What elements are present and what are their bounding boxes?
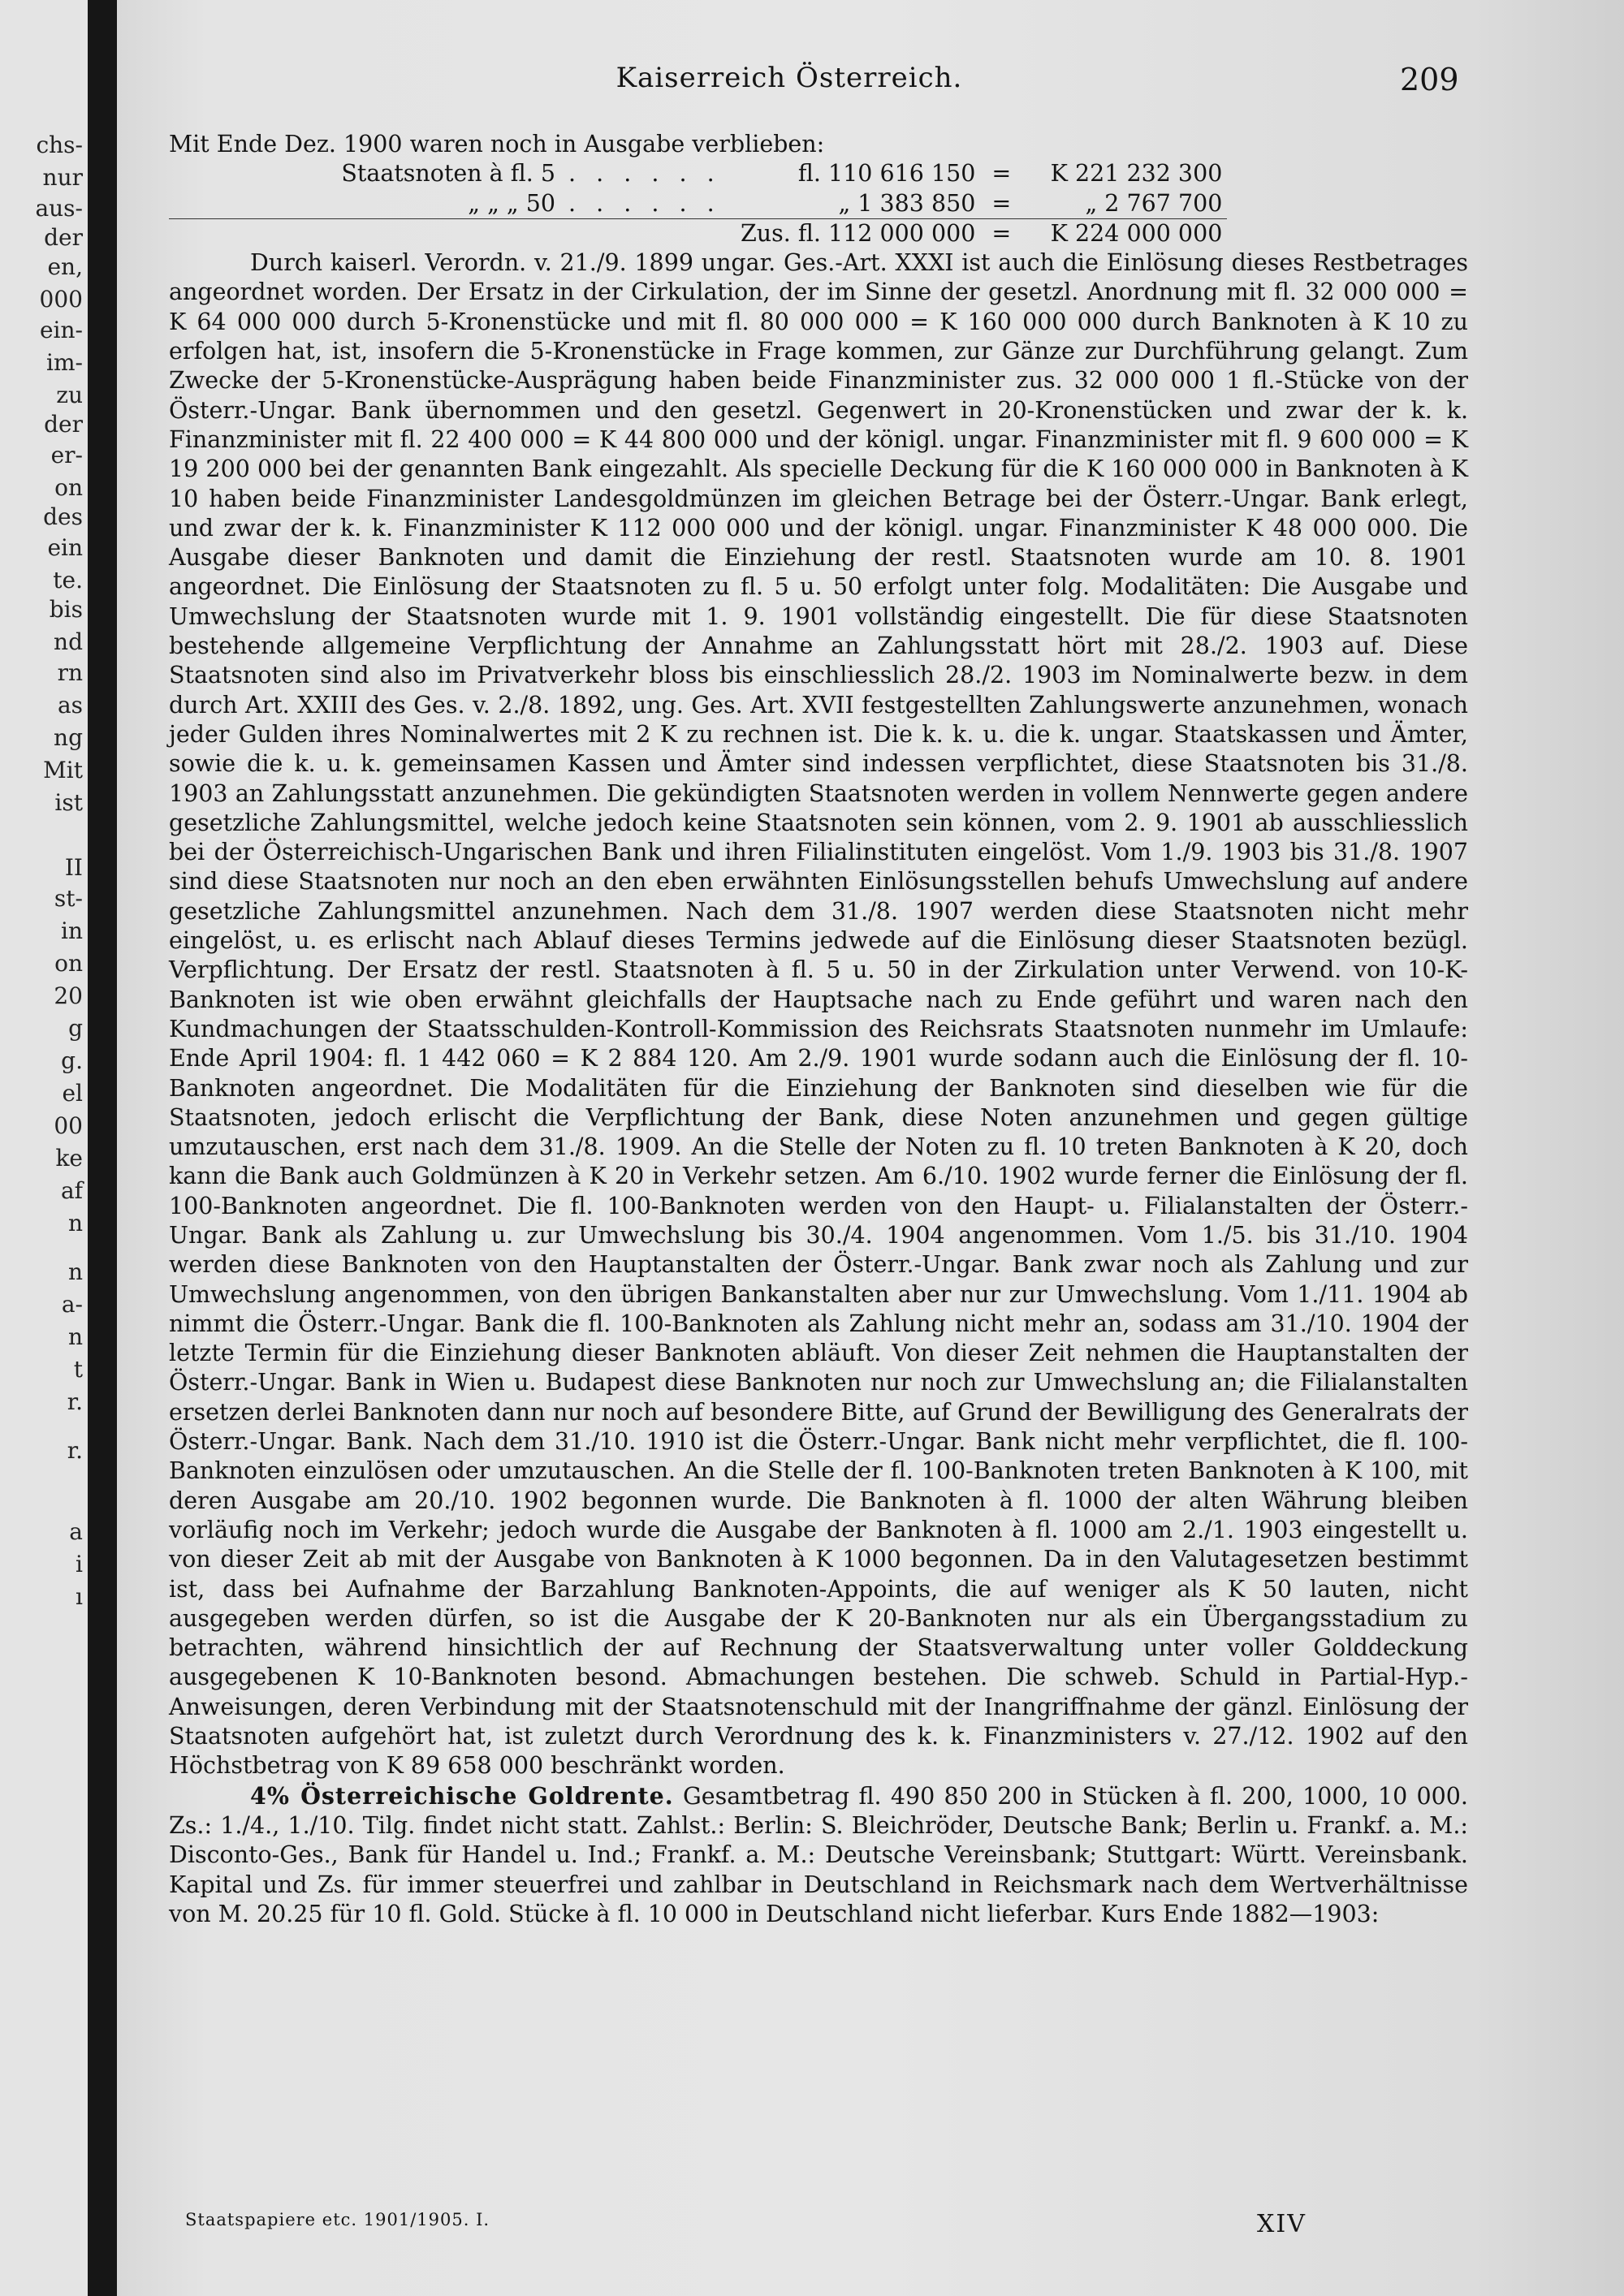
book-gutter (88, 0, 117, 2296)
goldrente-heading: 4% Österreichische Goldrente. (250, 1781, 674, 1810)
amount-gulden: Zus. fl. 112 000 000 (736, 218, 980, 248)
adjacent-page-fragment: n (67, 1210, 83, 1236)
page-content (169, 130, 1468, 1929)
equals-sign: = (991, 189, 1012, 217)
leader-dots (564, 218, 736, 248)
adjacent-page-fragment: 20 (54, 982, 83, 1009)
adjacent-page-fragment: ng (54, 724, 83, 751)
adjacent-page-fragment: r. (67, 1437, 83, 1464)
adjacent-page-fragment: i (76, 1551, 83, 1577)
equals-sign: = (980, 218, 1022, 248)
footer-imprint: Staatspapiere etc. 1901/1905. I. (185, 2210, 490, 2229)
adjacent-page-fragment: der (44, 224, 83, 251)
adjacent-page-fragment: g. (61, 1047, 83, 1074)
adjacent-page-fragment: 00 (54, 1112, 83, 1139)
adjacent-page-fragment: ein- (39, 317, 83, 343)
adjacent-page-fragment: Mit (43, 757, 83, 783)
adjacent-page-fragment: bis (49, 596, 83, 623)
adjacent-page-fragment: aus- (35, 195, 83, 222)
adjacent-page-fragment: ı (76, 1583, 83, 1610)
leader-dots: . . . . . . (568, 160, 721, 188)
amount-gulden: fl. 110 616 150 (797, 160, 976, 188)
page-header (117, 62, 1624, 102)
amount-kronen: K 221 232 300 (1050, 160, 1223, 188)
adjacent-page-fragment: on (54, 950, 83, 977)
adjacent-page-fragment: st- (54, 885, 83, 912)
adjacent-page-fragment: g (68, 1015, 83, 1042)
adjacent-page-fragment: rn (57, 659, 83, 686)
running-head: Kaiserreich Österreich. (615, 62, 963, 94)
notes-table-row (169, 189, 1227, 219)
leader-dots: . . . . . . (568, 189, 721, 217)
adjacent-page-fragment: r. (67, 1388, 83, 1415)
page-footer (169, 2210, 1468, 2242)
adjacent-page-fragment: er- (50, 442, 83, 468)
adjacent-page-fragment: el (62, 1080, 83, 1107)
adjacent-page-fragment: af (60, 1177, 83, 1204)
adjacent-page-fragment: ist (54, 789, 83, 816)
adjacent-page-fragment: der (44, 411, 83, 438)
notes-table-row (169, 218, 1227, 248)
adjacent-page-fragment: t (73, 1356, 83, 1383)
adjacent-page-fragment: des (43, 503, 83, 530)
adjacent-page-fragment: ein (47, 534, 83, 561)
page-number: 209 (1400, 62, 1459, 97)
amount-gulden: „ 1 383 850 (838, 189, 976, 217)
signature-mark: XIV (1257, 2210, 1307, 2238)
note-label: „ „ „ 50 (468, 189, 555, 217)
adjacent-page-fragment: a (69, 1518, 83, 1545)
main-paragraph: Durch kaiserl. Verordn. v. 21./9. 1899 ungar. Ges.-Art. XXXI ist auch die Einlösung dieses Restbetrages angeordnet worden. Der Ersatz in der Cirkulation, der im Sinne der gesetzl. Anordnung mit fl. 32 000 000 = K 64 000 000 durch 5-Kronenstücke und mit fl. 80 000 000 = K 160 000 000 durch Banknoten à K 10 zu erfolgen hat, ist, insofern die 5-Kronenstücke in Frage kommen, zur Gänze zur Durchführung gelangt. Zum Zwecke der 5-Kronenstücke-Ausprägung haben beide Finanzminister zus. 32 000 000 1 fl.-Stücke von der Österr.-Ungar. Bank übernommen und den gesetzl. Gegenwert in 20-Kronenstücken und zwar der k. k. Finanzminister mit fl. 22 400 000 = K 44 800 000 und der königl. ungar. Finanzminister mit fl. 9 600 000 = K 19 200 000 bei der genannten Bank eingezahlt. Als specielle Deckung für die K 160 000 000 in Banknoten à K 10 haben beide Finanzminister Landesgoldmünzen im gleichen Betrage bei der Österr.-Ungar. Bank erlegt, und zwar der k. k. Finanzminister K 112 000 000 und der königl. ungar. Finanzminister K 48 000 000. Die Ausgabe dieser Banknoten und damit die Einziehung der restl. Staatsnoten wurde am 10. 8. 1901 angeordnet. Die Einlösung der Staatsnoten zu fl. 5 u. 50 erfolgt unter folg. Modalitäten: Die Ausgabe und Umwechslung der Staatsnoten wurde mit 1. 9. 1901 vollständig eingestellt. Die für diese Staatsnoten bestehende allgemeine Verpflichtung der Annahme an Zahlungsstatt hört mit 28./2. 1903 auf. Diese Staatsnoten sind also im Privatverkehr bloss bis einschliesslich 28./2. 1903 im Nominalwerte bezw. in dem durch Art. XXIII des Ges. v. 2./8. 1892, ung. Ges. Art. XVII festgestellten Zahlungswerte anzunehmen, wonach jeder Gulden ihres Nominalwertes mit 2 K zu rechnen ist. Die k. k. u. die k. ungar. Staatskassen und Ämter, sowie die k. u. k. gemeinsamen Kassen und Ämter sind indessen verpflichtet, diese Staatsnoten bis 31./8. 1903 an Zahlungsstatt anzunehmen. Die gekündigten Staatsnoten werden in vollem Nennwerte gegen andere gesetzliche Zahlungsmittel, welche jedoch keine Staatsnoten sein können, vom 2. 9. 1901 ab ausschliesslich bei der Österreichisch-Ungarischen Bank und ihren Filialinstituten eingelöst. Vom 1./9. 1903 bis 31./8. 1907 sind diese Staatsnoten nur noch an den eben erwähnten Einlösungsstellen behufs Umwechslung auf andere gesetzliche Zahlungsmittel anzunehmen. Nach dem 31./8. 1907 werden diese Staatsnoten nicht mehr eingelöst, u. es erlischt nach Ablauf dieses Termins jedwede auf die Einlösung dieser Staatsnoten bezügl. Verpflichtung. Der Ersatz der restl. Staatsnoten à fl. 5 u. 50 in der Zirkulation unter Verwend. von 10-K-Banknoten ist wie oben erwähnt gleichfalls der Hauptsache nach zu Ende geführt und waren nach den Kundmachungen der Staatsschulden-Kontroll-Kommission des Reichsrats Staatsnoten nunmehr im Umlaufe: Ende April 1904: fl. 1 442 060 = K 2 884 120. Am 2./9. 1901 wurde sodann auch die Einlösung der fl. 10-Banknoten angeordnet. Die Modalitäten für die Einziehung der Banknoten sind dieselben wie für die Staatsnoten, jedoch erlischt die Verpflichtung der Bank, diese Noten anzunehmen und gegen gültige umzutauschen, erst nach dem 31./8. 1909. An die Stelle der Noten zu fl. 10 treten Banknoten à K 20, doch kann die Bank auch Goldmünzen à K 20 in Verkehr setzen. Am 6./10. 1902 wurde ferner die Einlösung der fl. 100-Banknoten angeordnet. Die fl. 100-Banknoten werden von den Haupt- u. Filialanstalten der Österr.-Ungar. Bank als Zahlung u. zur Umwechslung bis 30./4. 1904 angenommen. Vom 1./5. bis 31./10. 1904 werden diese Banknoten von den Hauptanstalten der Österr.-Ungar. Bank zwar noch als Zahlung und zur Umwechslung angenommen, von den übrigen Bankanstalten aber nur zur Umwechslung. Vom 1./11. 1904 ab nimmt die Österr.-Ungar. Bank die fl. 100-Banknoten als Zahlung nicht mehr an, sodass am 31./10. 1904 der letzte Termin für die Einziehung dieser Banknoten abläuft. Von dieser Zeit nehmen die Hauptanstalten der Österr.-Ungar. Bank in Wien u. Budapest diese Banknoten nur noch zur Umwechslung an; die Filialanstalten ersetzen derlei Banknoten dann nur noch auf besondere Bitte, auf Grund der Bewilligung des Generalrats der Österr.-Ungar. Bank. Nach dem 31./10. 1910 ist die Österr.-Ungar. Bank nicht mehr verpflichtet, die fl. 100-Banknoten einzulösen oder umzutauschen. An die Stelle der fl. 100-Banknoten treten Banknoten à K 100, mit deren Ausgabe am 20./10. 1902 begonnen wurde. Die Banknoten à fl. 1000 der alten Währung bleiben vorläufig noch im Verkehr; jedoch wurde die Ausgabe der Banknoten à fl. 1000 am 2./1. 1903 eingestellt u. von dieser Zeit ab mit der Ausgabe von Banknoten à K 1000 begonnen. Da in den Valutagesetzen bestimmt ist, dass bei Aufnahme der Barzahlung Banknoten-Appoints, die auf weniger als K 50 lauten, nicht ausgegeben werden dürfen, so ist die Ausgabe der K 20-Banknoten nur als ein Übergangsstadium zu betrachten, während hinsichtlich der auf Rechnung der Staatsverwaltung unter voller Golddeckung ausgegebenen K 10-Banknoten besond. Abmachungen bestehen. Die schweb. Schuld in Partial-Hyp.-Anweisungen, deren Verbindung mit der Staatsnotenschuld mit der Inangriffnahme der gänzl. Einlösung der Staatsnoten aufgehört hat, ist zuletzt durch Verordnung des k. k. Finanzministers v. 27./12. 1902 auf den Höchstbetrag von K 89 658 000 beschränkt worden. (169, 249, 1468, 1780)
intro-line: Mit Ende Dez. 1900 waren noch in Ausgabe verblieben: (169, 131, 825, 158)
adjacent-page-fragment: 000 (39, 286, 83, 313)
adjacent-page-fragment: a- (61, 1291, 83, 1318)
goldrente-text: Gesamtbetrag fl. 490 850 200 in Stücken à fl. 200, 1000, 10 000. Zs.: 1./4., 1./10. Tilg. findet nicht statt. Zahlst.: Berlin: S. Bleichröder, Deutsche Bank; Berlin u. Frankf. a. M.: Disconto-Ges., Bank für Handel u. Ind.; Frankf. a. M.: Deutsche Vereinsbank; Stuttgart: Württ. Vereinsbank. Kapital und Zs. für immer steuerfrei und zahlbar in Deutschland in Reichsmark nach dem Wertverhältnisse von M. 20.25 für 10 fl. Gold. Stücke à fl. 10 000 in Deutschland nicht lieferbar. Kurs Ende 1882—1903: (169, 1782, 1468, 1927)
adjacent-page-fragment: nur (42, 164, 83, 191)
adjacent-page-fragment: n (67, 1323, 83, 1350)
amount-kronen: „ 2 767 700 (1085, 189, 1223, 217)
note-label: Staatsnoten à fl. 5 (341, 160, 555, 188)
adjacent-page-fragment: zu (56, 382, 83, 408)
adjacent-page-fragment: ke (55, 1145, 83, 1172)
adjacent-page-fragment: chs- (36, 132, 83, 158)
adjacent-page-fragment: in (61, 917, 83, 944)
adjacent-page-strip (0, 0, 88, 2296)
adjacent-page-fragment: on (54, 474, 83, 501)
adjacent-page-fragment: n (67, 1258, 83, 1285)
adjacent-page-fragment: im- (46, 349, 83, 376)
goldrente-paragraph (169, 1781, 1468, 1929)
adjacent-page-fragment: en, (47, 253, 83, 280)
book-page (117, 0, 1624, 2296)
adjacent-page-fragment: te. (53, 567, 83, 593)
adjacent-page-fragment: nd (54, 628, 83, 655)
notes-table-row (169, 159, 1227, 188)
adjacent-page-fragment: II (64, 854, 83, 881)
adjacent-page-fragment: as (57, 692, 83, 719)
note-label (169, 218, 564, 248)
equals-sign: = (991, 160, 1012, 188)
notes-table (169, 159, 1227, 248)
amount-kronen: K 224 000 000 (1022, 218, 1227, 248)
